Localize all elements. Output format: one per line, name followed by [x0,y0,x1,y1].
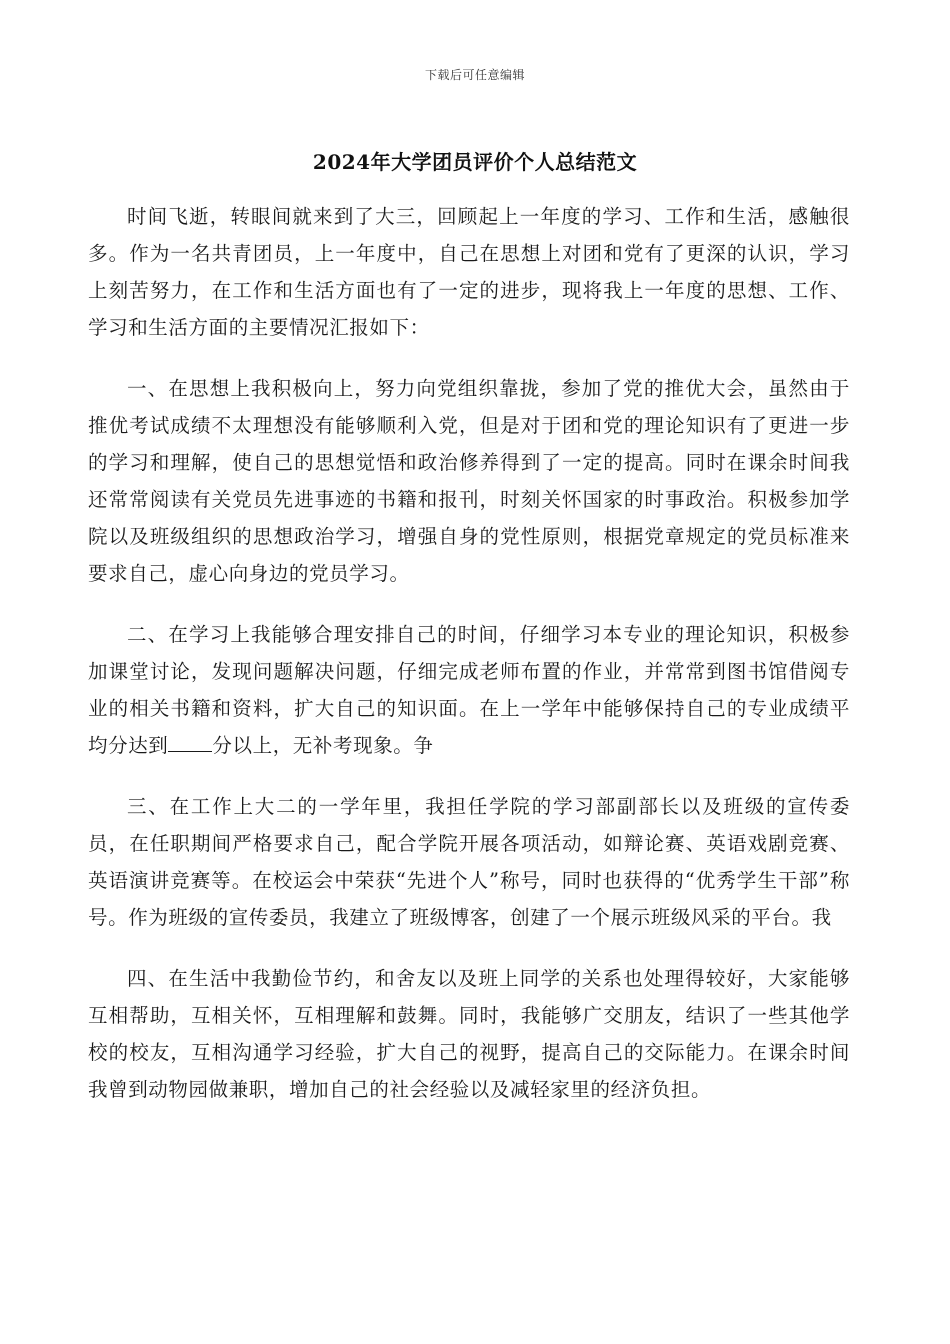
document-title: 2024年大学团员评价个人总结范文 [312,150,638,174]
document-body [88,198,850,1132]
paragraph-study-text-before: 二、在学习上我能够合理安排自己的时间，仔细学习本专业的理论知识，积极参加课堂讨论，发现问题解决问题，仔细完成老师布置的作业，并常常到图书馆借阅专业的相关书籍和资料，扩大自己的知识面。在上一学年中能够保持自己的专业成绩平均分达到 [88,623,850,757]
intro-paragraph: 时间飞逝，转眼间就来到了大三，回顾起上一年度的学习、工作和生活，感触很多。作为一名共青团员，上一年度中，自己在思想上对团和党有了更深的认识，学习上刻苦努力，在工作和生活方面也有了一定的进步，现将我上一年度的思想、工作、学习和生活方面的主要情况汇报如下： [88,205,850,339]
fill-in-blank [168,729,212,752]
paragraph-study-text-after: 分以上，无补考现象。争 [212,734,434,757]
paragraph-life: 四、在生活中我勤俭节约，和舍友以及班上同学的关系也处理得较好，大家能够互相帮助，互相关怀，互相理解和鼓舞。同时，我能够广交朋友，结识了一些其他学校的校友，互相沟通学习经验，扩大自己的视野，提高自己的交际能力。在课余时间我曾到动物园做兼职，增加自己的社会经验以及减轻家里的经济负担。 [88,967,850,1101]
paragraph-ideology: 一、在思想上我积极向上，努力向党组织靠拢，参加了党的推优大会，虽然由于推优考试成绩不太理想没有能够顺利入党，但是对于团和党的理论知识有了更进一步的学习和理解，使自己的思想觉悟和政治修养得到了一定的提高。同时在课余时间我还常常阅读有关党员先进事迹的书籍和报刊，时刻关怀国家的时事政治。积极参加学院以及班级组织的思想政治学习，增强自身的党性原则，根据党章规定的党员标准来要求自己，虚心向身边的党员学习。 [88,377,850,585]
header-note: 下载后可任意编辑 [424,68,525,82]
paragraph-work: 三、在工作上大二的一学年里，我担任学院的学习部副部长以及班级的宣传委员，在任职期间严格要求自己，配合学院开展各项活动，如辩论赛、英语戏剧竞赛、英语演讲竞赛等。在校运会中荣获“先进个人”称号，同时也获得的“优秀学生干部”称号。作为班级的宣传委员，我建立了班级博客，创建了一个展示班级风采的平台。我 [88,795,850,929]
paragraph-study [88,616,850,764]
